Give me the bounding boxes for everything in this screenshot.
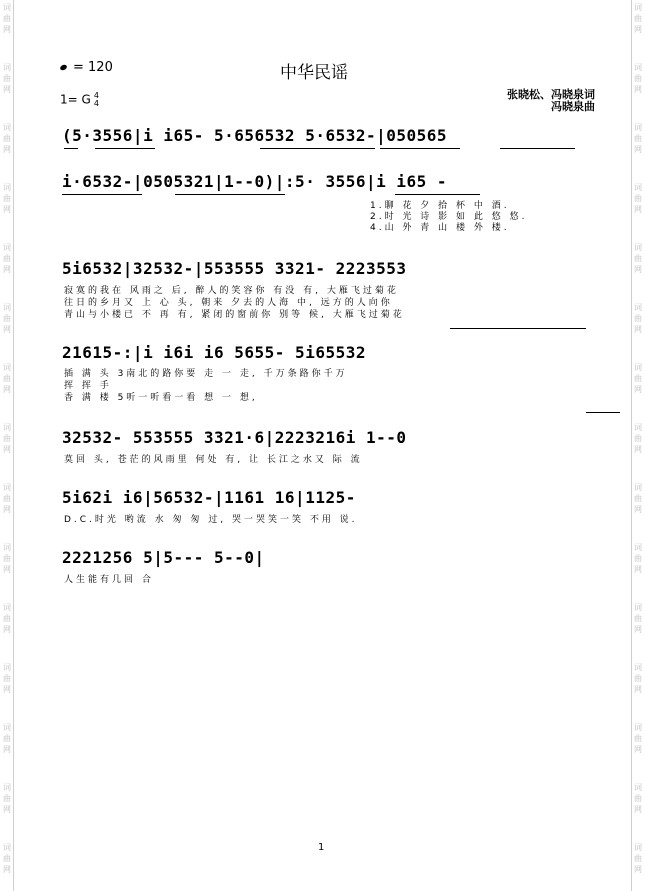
slur-line	[450, 328, 586, 329]
watermark-text: 词 曲 网	[634, 663, 642, 694]
beam-line	[95, 148, 155, 149]
watermark-text: 词 曲 网	[634, 3, 642, 34]
watermark-text: 词 曲 网	[634, 183, 642, 214]
tempo-value: = 120	[73, 60, 113, 75]
watermark-text: 词 曲 网	[3, 663, 11, 694]
song-title: 中华民谣	[280, 63, 348, 83]
beam-line	[62, 194, 142, 195]
watermark-text: 词 曲 网	[3, 603, 11, 634]
watermark-text: 词 曲 网	[634, 243, 642, 274]
lyric-line: 香 满 楼 5听一听看一看 想 一 想,	[64, 393, 258, 403]
watermark-text: 词 曲 网	[3, 423, 11, 454]
watermark-text: 词 曲 网	[634, 543, 642, 574]
watermark-text: 词 曲 网	[3, 483, 11, 514]
score-line-6: 5i62i i6|56532-|1161 16|1125-	[62, 488, 356, 507]
watermark-text: 词 曲 网	[3, 783, 11, 814]
score-line-1: (5·3556|i i65- 5·656532 5·6532-|050565	[62, 126, 448, 145]
score-line-7: 2221256 5|5--- 5--0|	[62, 548, 265, 567]
meter-top: 4	[93, 91, 99, 100]
lyric-verse-2-intro: 2.时 光 诗 影 如 此 悠 悠.	[370, 212, 528, 222]
watermark-text: 词 曲 网	[3, 543, 11, 574]
lyric-line: 挥 挥 手	[64, 381, 112, 391]
lyric-line: 插 满 头 3南北的路你要 走 一 走, 千万条路你千万	[64, 369, 348, 379]
beam-line	[500, 148, 575, 149]
lyric-line: 青山与小楼已 不 再 有, 紧闭的窗前你 别等 候, 大雁飞过菊花	[64, 310, 405, 320]
meter-bottom: 4	[93, 99, 99, 108]
score-line-4: 21615-:|i i6i i6 5655- 5i65532	[62, 343, 366, 362]
watermark-text: 词 曲 网	[3, 303, 11, 334]
watermark-text: 词 曲 网	[3, 843, 11, 874]
lyric-line: 莫回 头, 苍茫的风雨里 何处 有, 让 长江之水又 际 流	[64, 455, 363, 465]
score-line-3: 5i6532|32532-|553555 3321- 2223553	[62, 259, 407, 278]
score-line-2: i·6532-|0505321|1--0)|:5· 3556|i i65 -	[62, 172, 448, 191]
watermark-text: 词 曲 网	[634, 363, 642, 394]
watermark-left	[0, 0, 14, 891]
watermark-text: 词 曲 网	[3, 123, 11, 154]
watermark-text: 词 曲 网	[3, 723, 11, 754]
time-signature	[94, 92, 99, 108]
tempo-marking	[60, 60, 113, 75]
watermark-text: 词 曲 网	[634, 303, 642, 334]
watermark-text: 词 曲 网	[634, 843, 642, 874]
watermark-text: 词 曲 网	[634, 783, 642, 814]
lyric-verse-4-intro: 4.山 外 青 山 楼 外 楼.	[370, 223, 510, 233]
beam-line	[380, 148, 460, 149]
watermark-right	[631, 0, 645, 891]
watermark-text: 词 曲 网	[3, 63, 11, 94]
watermark-text: 词 曲 网	[3, 183, 11, 214]
beam-line	[175, 194, 285, 195]
lyric-line: D.C.时光 哟流 水 匆 匆 过, 哭一哭笑一笑 不用 说.	[64, 515, 358, 525]
watermark-text: 词 曲 网	[634, 63, 642, 94]
watermark-text: 词 曲 网	[634, 603, 642, 634]
score-line-5: 32532- 553555 3321·6|2223216i 1--0	[62, 428, 407, 447]
slur-line	[586, 412, 620, 413]
quarter-note-icon	[59, 64, 67, 71]
lyric-verse-1-intro: 1.聊 花 夕 拾 杯 中 酒.	[370, 201, 510, 211]
watermark-text: 词 曲 网	[3, 243, 11, 274]
key-label: 1= G	[60, 92, 91, 107]
watermark-text: 词 曲 网	[634, 723, 642, 754]
beam-line	[395, 194, 480, 195]
watermark-text: 词 曲 网	[634, 123, 642, 154]
key-signature	[60, 92, 99, 108]
watermark-text: 词 曲 网	[3, 363, 11, 394]
watermark-text: 词 曲 网	[634, 423, 642, 454]
watermark-text: 词 曲 网	[634, 483, 642, 514]
lyric-line: 寂寞的我在 风雨之 后, 醉人的笑容你 有没 有, 大雁飞过菊花	[64, 286, 399, 296]
beam-line	[64, 148, 78, 149]
page-number: 1	[318, 842, 325, 853]
composer-credit: 冯晓泉曲	[551, 100, 595, 113]
beam-line	[260, 148, 375, 149]
lyric-line: 人生能有几回 合	[64, 575, 154, 585]
watermark-text: 词 曲 网	[3, 3, 11, 34]
lyricist-credit: 张晓松、冯晓泉词	[507, 88, 595, 101]
lyric-line: 往日的乡月又 上 心 头, 朝来 夕去的人海 中, 远方的人向你	[64, 298, 393, 308]
